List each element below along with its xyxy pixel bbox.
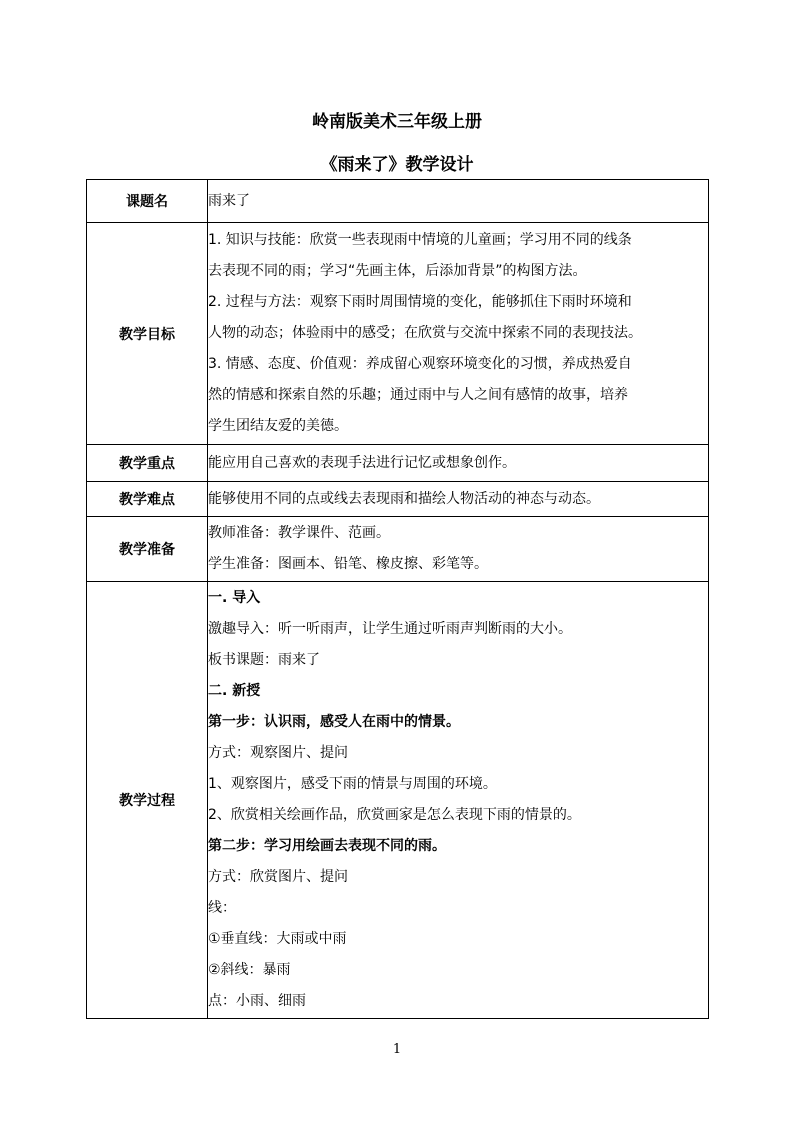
section-heading: 二. 新授 xyxy=(208,683,261,699)
preparation-line: 学生准备：图画本、铅笔、橡皮擦、彩笔等。 xyxy=(208,556,488,572)
objectives-line: 3. 情感、态度、价值观：养成留心观察环境变化的习惯，养成热爱自 xyxy=(208,356,632,372)
lesson-plan-table xyxy=(86,179,709,1019)
preparation-label: 教学准备 xyxy=(87,517,208,582)
process-line: 1、观察图片，感受下雨的情景与周围的环境。 xyxy=(208,776,497,792)
topic-line: 雨来了 xyxy=(208,192,250,209)
table-row-difficulties xyxy=(87,482,709,517)
section-heading: 一. 导入 xyxy=(208,590,261,606)
document-title: 岭南版美术三年级上册 xyxy=(312,112,482,132)
process-line: 2、欣赏相关绘画作品，欣赏画家是怎么表现下雨的情景的。 xyxy=(208,807,581,823)
objectives-line: 然的情感和探索自然的乐趣；通过雨中与人之间有感情的故事，培养 xyxy=(208,387,628,403)
preparation-line: 教师准备：教学课件、范画。 xyxy=(208,525,390,541)
table-row-key-points xyxy=(87,445,709,482)
process-line: ①垂直线：大雨或中雨 xyxy=(208,931,347,947)
step-heading: 第二步：学习用绘画去表现不同的雨。 xyxy=(208,838,446,854)
preparation-content xyxy=(208,517,709,582)
key-points-line: 能应用自己喜欢的表现手法进行记忆或想象创作。 xyxy=(208,454,516,471)
step-heading: 第一步：认识雨，感受人在雨中的情景。 xyxy=(208,714,460,730)
objectives-label: 教学目标 xyxy=(87,223,208,445)
key-points-label: 教学重点 xyxy=(87,445,208,482)
objectives-line: 去表现不同的雨；学习“先画主体，后添加背景”的构图方法。 xyxy=(208,263,587,279)
difficulties-line: 能够使用不同的点或线去表现雨和描绘人物活动的神态与动态。 xyxy=(208,490,600,507)
process-line: 方式：观察图片、提问 xyxy=(208,745,348,761)
table-row-topic xyxy=(87,180,709,223)
objectives-line: 人物的动态；体验雨中的感受；在欣赏与交流中探索不同的表现技法。 xyxy=(208,325,642,341)
topic-label: 课题名 xyxy=(87,180,208,223)
table-row-objectives xyxy=(87,223,709,445)
objectives-line: 2. 过程与方法：观察下雨时周围情境的变化，能够抓住下雨时环境和 xyxy=(208,294,632,310)
process-label: 教学过程 xyxy=(87,582,208,1019)
page-number: 1 xyxy=(392,1042,402,1057)
document-subtitle: 《雨来了》教学设计 xyxy=(320,155,474,175)
table-row-process xyxy=(87,582,709,1019)
process-line: 线： xyxy=(208,900,236,916)
difficulties-label: 教学难点 xyxy=(87,482,208,517)
table-row-preparation xyxy=(87,517,709,582)
process-content xyxy=(208,582,709,1019)
process-line: 激趣导入：听一听雨声，让学生通过听雨声判断雨的大小。 xyxy=(208,621,572,637)
process-line: 板书课题：雨来了 xyxy=(208,652,320,668)
objectives-line: 1. 知识与技能：欣赏一些表现雨中情境的儿童画；学习用不同的线条 xyxy=(208,232,632,248)
difficulties-content xyxy=(208,482,709,517)
process-line: 方式：欣赏图片、提问 xyxy=(208,869,348,885)
key-points-content xyxy=(208,445,709,482)
process-line: 点：小雨、细雨 xyxy=(208,993,306,1009)
objectives-content xyxy=(208,223,709,445)
topic-content xyxy=(208,180,709,223)
objectives-line: 学生团结友爱的美德。 xyxy=(208,418,348,434)
process-line: ②斜线：暴雨 xyxy=(208,962,291,978)
